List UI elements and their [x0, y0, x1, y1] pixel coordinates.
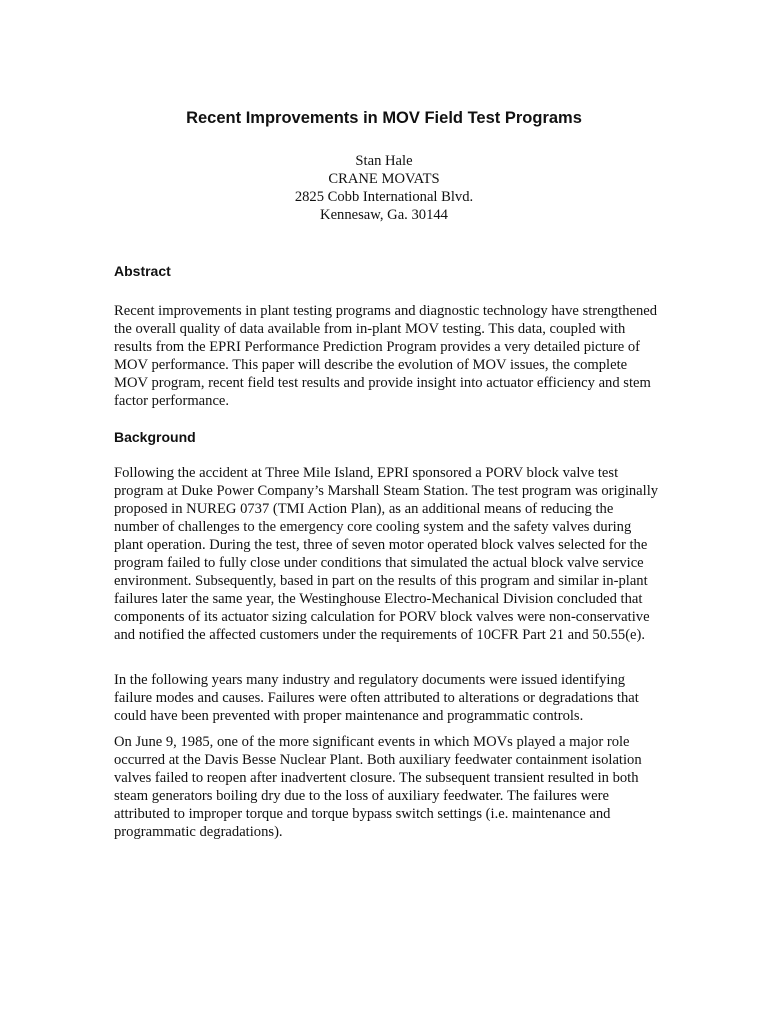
abstract-heading: Abstract — [114, 263, 171, 279]
background-paragraph-3: On June 9, 1985, one of the more significant events in which MOVs played a major role occurred at the Davis Besse Nuclear Plant. Both auxiliary feedwater containment isolation valves failed to reopen after inadvertent closure. The subsequent transient resulted in both steam generators boiling dry due to the loss of auxiliary feedwater. The failures were attributed to improper torque and torque bypass switch settings (i.e. maintenance and programmatic degradations). — [114, 734, 642, 840]
background-paragraph-2: In the following years many industry and regulatory documents were issued identifying failure modes and causes. Failures were often attributed to alterations or degradations that could have been prevented with proper maintenance and programmatic controls. — [114, 672, 639, 724]
author-name: Stan Hale — [355, 153, 413, 169]
author-organization: CRANE MOVATS — [328, 171, 440, 187]
author-street: 2825 Cobb International Blvd. — [294, 189, 474, 205]
background-paragraph-1: Following the accident at Three Mile Island, EPRI sponsored a PORV block valve test program at Duke Power Company’s Marshall Steam Station. The test program was originally proposed in NUREG 0737 (TMI Action Plan), as an additional means of reducing the number of challenges to the emergency core cooling system and the safety valves during plant operation. During the test, three of seven motor operated block valves selected for the program failed to fully close under conditions that simulated the actual block valve service environment. Subsequently, based in part on the results of this program and similar in-plant failures later the same year, the Westinghouse Electro-Mechanical Division concluded that components of its actuator sizing calculation for PORV block valves were non-conservative and notified the affected customers under the requirements of 10CFR Part 21 and 50.55(e). — [114, 465, 659, 643]
page-title: Recent Improvements in MOV Field Test Programs — [186, 109, 582, 127]
abstract-paragraph: Recent improvements in plant testing programs and diagnostic technology have strengthened the overall quality of data available from in-plant MOV testing. This data, coupled with results from the EPRI Performance Prediction Program provides a very detailed picture of MOV performance. This paper will describe the evolution of MOV issues, the complete MOV program, recent field test results and provide insight into actuator efficiency and stem factor performance. — [114, 303, 658, 409]
background-heading: Background — [114, 429, 196, 445]
author-block — [0, 152, 768, 224]
author-city: Kennesaw, Ga. 30144 — [320, 207, 448, 223]
